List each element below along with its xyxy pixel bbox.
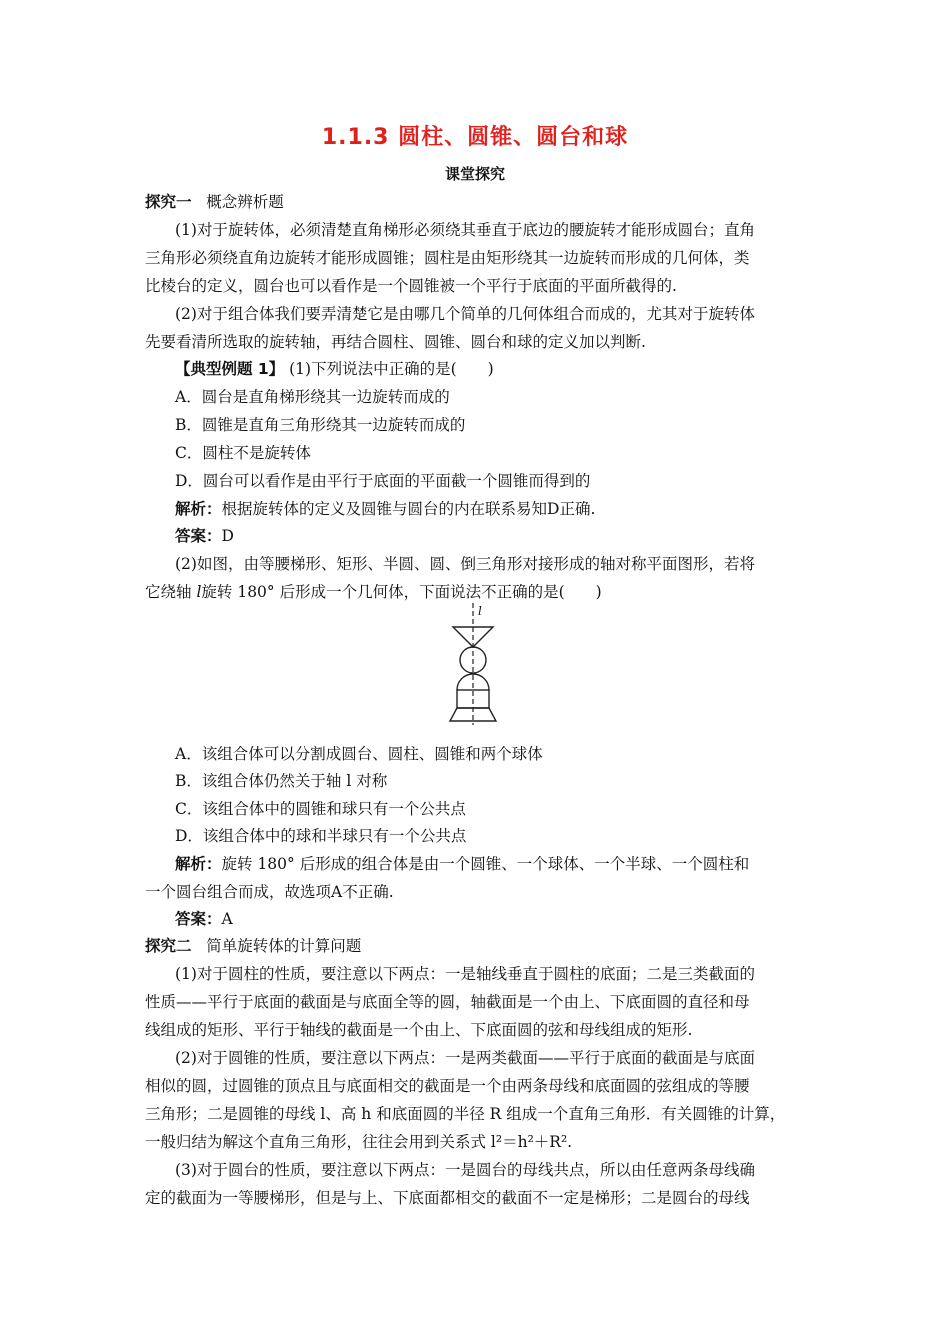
axis-symbol: l bbox=[196, 583, 202, 601]
section-heading-label: 探究二 bbox=[145, 937, 192, 955]
answer-line bbox=[175, 522, 234, 550]
option-b: B．该组合体仍然关于轴 l 对称 bbox=[175, 772, 388, 790]
option-d: D．圆台可以看作是由平行于底面的平面截一个圆锥而得到的 bbox=[175, 472, 591, 490]
answer-value: A bbox=[221, 910, 233, 928]
section-subtitle: 课堂探究 bbox=[444, 165, 505, 183]
paragraph-line: 定的截面为一等腰梯形，但是与上、下底面都相交的截面不一定是梯形；二是圆台的母线 bbox=[145, 1189, 750, 1207]
paragraph-line: (2)对于组合体我们要弄清楚它是由哪几个简单的几何体组合而成的，尤其对于旋转体 bbox=[175, 305, 755, 323]
paragraph-line: (2)对于圆锥的性质，要注意以下两点：一是两类截面——平行于底面的截面是与底面 bbox=[175, 1049, 755, 1067]
answer-line bbox=[175, 905, 233, 933]
paragraph-line: (2)如图，由等腰梯形、矩形、半圆、圆、倒三角形对接形成的轴对称平面图形，若将 bbox=[175, 555, 755, 573]
paragraph-line: 一般归结为解这个直角三角形，往往会用到关系式 l²＝h²＋R². bbox=[145, 1133, 573, 1151]
section-heading-2 bbox=[145, 932, 361, 960]
paragraph-line: 先要看清所选取的旋转轴，再结合圆柱、圆锥、圆台和球的定义加以判断. bbox=[145, 333, 646, 351]
option-a: A．圆台是直角梯形绕其一边旋转而成的 bbox=[175, 388, 450, 406]
solution-text: 根据旋转体的定义及圆锥与圆台的内在联系易知D正确. bbox=[221, 500, 596, 518]
option-a: A．该组合体可以分割成圆台、圆柱、圆锥和两个球体 bbox=[175, 745, 543, 763]
page-title: 1.1.3 圆柱、圆锥、圆台和球 bbox=[321, 125, 629, 150]
paragraph-line: 比棱台的定义，圆台也可以看作是一个圆锥被一个平行于底面的平面所截得的. bbox=[145, 277, 677, 295]
option-d: D．该组合体中的球和半球只有一个公共点 bbox=[175, 827, 467, 845]
paragraph-line: 线组成的矩形、平行于轴线的截面是一个由上、下底面圆的弦和母线组成的矩形. bbox=[145, 1021, 693, 1039]
answer-label: 答案： bbox=[175, 910, 222, 928]
paragraph-line: (1)对于旋转体，必须清楚直角梯形必须绕其垂直于底边的腰旋转才能形成圆台；直角 bbox=[175, 221, 755, 239]
paragraph-line: (3)对于圆台的性质，要注意以下两点：一是圆台的母线共点，所以由任意两条母线确 bbox=[175, 1161, 755, 1179]
rotation-figure bbox=[438, 603, 508, 725]
paragraph-line: 三角形必须绕直角边旋转才能形成圆锥；圆柱是由矩形绕其一边旋转而形成的几何体，类 bbox=[145, 249, 750, 267]
question-text: 它绕轴 bbox=[145, 583, 197, 601]
solution-line bbox=[175, 850, 749, 878]
option-c: C．圆柱不是旋转体 bbox=[175, 444, 311, 462]
option-c: C．该组合体中的圆锥和球只有一个公共点 bbox=[175, 800, 466, 818]
paragraph-line bbox=[145, 578, 602, 606]
question-text: 旋转 180° 后形成一个几何体，下面说法不正确的是( ) bbox=[201, 583, 602, 601]
paragraph-line: 三角形；二是圆锥的母线 l、高 h 和底面圆的半径 R 组成一个直角三角形．有关圆锥的计算， bbox=[145, 1105, 786, 1123]
solution-label: 解析： bbox=[175, 855, 222, 873]
example-tag: 【典型例题 1】 bbox=[175, 360, 285, 378]
paragraph-line: 一个圆台组合而成，故选项A不正确. bbox=[145, 883, 394, 901]
paragraph-line: (1)对于圆柱的性质，要注意以下两点：一是轴线垂直于圆柱的底面；二是三类截面的 bbox=[175, 965, 755, 983]
section-heading-topic: 简单旋转体的计算问题 bbox=[206, 937, 362, 955]
solution-line bbox=[175, 495, 595, 523]
solution-label: 解析： bbox=[175, 500, 222, 518]
axis-label: l bbox=[478, 604, 482, 618]
section-heading-topic: 概念辨析题 bbox=[206, 193, 284, 211]
section-heading-label: 探究一 bbox=[145, 193, 192, 211]
option-b: B．圆锥是直角三角形绕其一边旋转而成的 bbox=[175, 416, 466, 434]
answer-label: 答案： bbox=[175, 527, 222, 545]
answer-value: D bbox=[221, 527, 234, 545]
solution-text: 旋转 180° 后形成的组合体是由一个圆锥、一个球体、一个半球、一个圆柱和 bbox=[221, 855, 750, 873]
example-question-text: (1)下列说法中正确的是( ) bbox=[284, 360, 494, 378]
paragraph-line: 性质——平行于底面的截面是与底面全等的圆，轴截面是一个由上、下底面圆的直径和母 bbox=[145, 993, 750, 1011]
example-question bbox=[175, 355, 494, 383]
paragraph-line: 相似的圆，过圆锥的顶点且与底面相交的截面是一个由两条母线和底面圆的弦组成的等腰 bbox=[145, 1077, 750, 1095]
section-heading-1 bbox=[145, 188, 284, 216]
